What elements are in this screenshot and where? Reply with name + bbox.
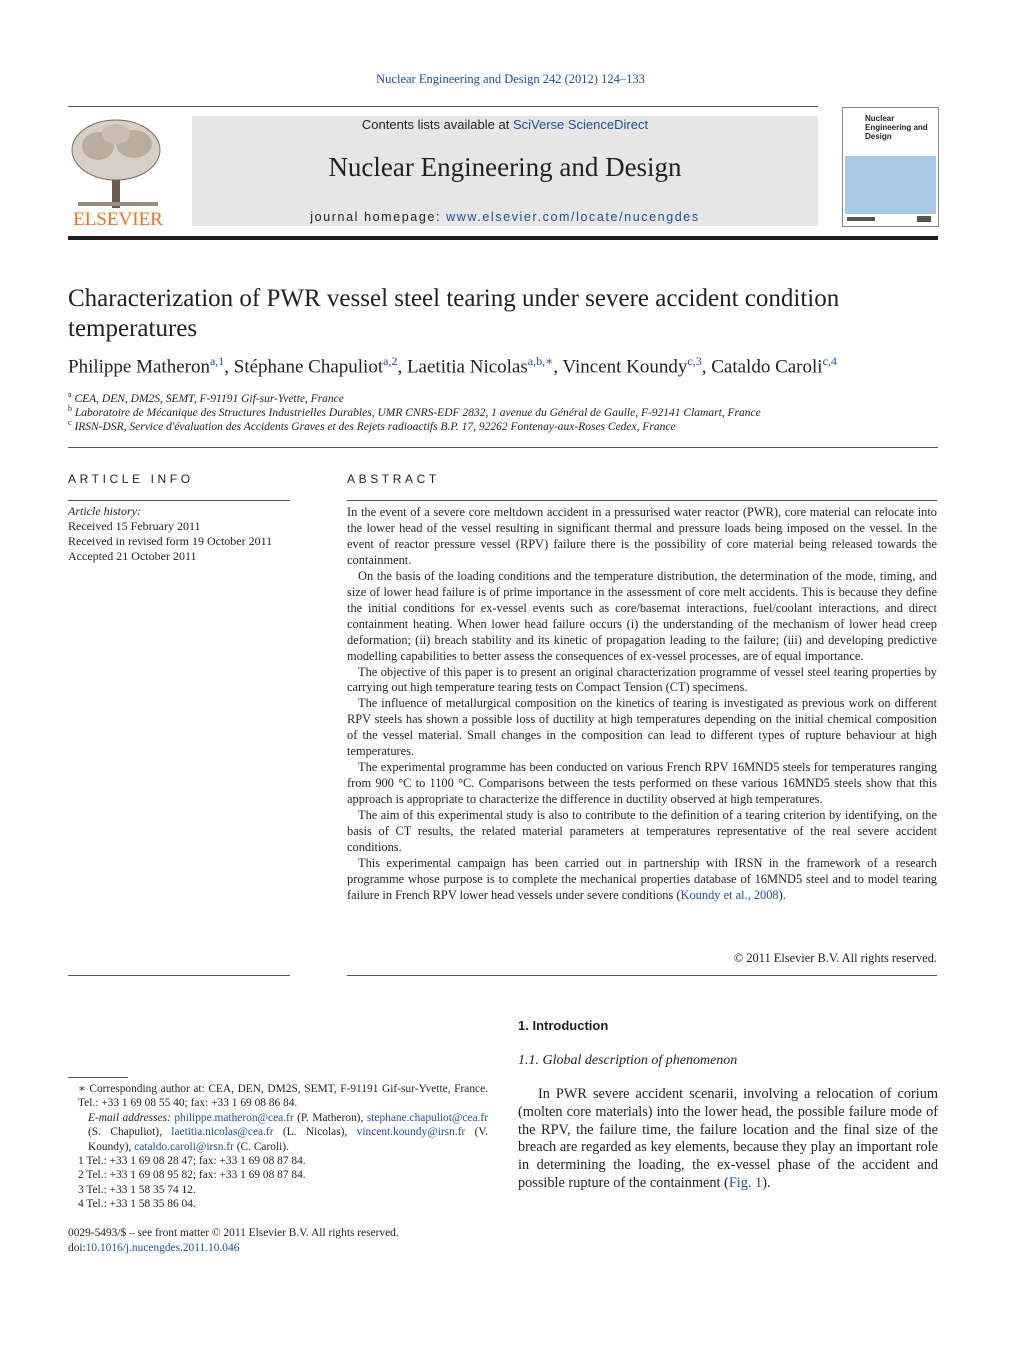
doi-prefix: doi: <box>68 1242 86 1254</box>
journal-title: Nuclear Engineering and Design <box>328 152 682 182</box>
email-owner: (C. Caroli). <box>233 1140 289 1153</box>
author-name: Cataldo Caroli <box>711 356 823 378</box>
doi-line <box>68 1241 488 1256</box>
header-rule <box>68 106 818 107</box>
front-matter-info <box>68 1226 488 1256</box>
abstract-paragraph: The influence of metallurgical composition on the kinetics of tearing is investigated as previous work on different RPV steels has shown a possible loss of ductility at high temperatures depending on the initial chemical composition of the vessel material. Small changes in the composition can lead to different types of rupture behaviour at high temperatures. <box>347 696 937 759</box>
figure-link[interactable]: Fig. 1 <box>728 1174 763 1191</box>
issn-line: 0029-5493/$ – see front matter © 2011 Elsevier B.V. All rights reserved. <box>68 1227 399 1239</box>
cover-title: Nuclear Engineering and Design <box>865 114 928 141</box>
footnotes <box>68 1082 488 1212</box>
affiliation-text: Laboratoire de Mécanique des Structures Industrielles Durables, UMR CNRS-EDF 2832, 1 avenue du Général de Gaulle, F-92141 Clamart, France <box>74 406 761 419</box>
abstract-paragraph: On the basis of the loading conditions and the temperature distribution, the determination of the mode, timing, and size of lower head failure is of prime importance in the assessment of core melt accidents. This is because they define the initial conditions for ex-vessel events such as core/basemat interactions, fuel/coolant interactions, and direct containment heating. When lower head failure occurs (i) the understanding of the mechanism of lower head creep deformation; (ii) breach stability and its kinetic of propagation leading to the failure; (iii) and developing predictive modelling capabilities to better assess the consequences of ex-vessel processes, are of equal importance. <box>347 568 937 663</box>
author-list: Philippe Matheron$^{a,1}$, Stéphane Chapuliot$^{a,2}$, Laetitia Nicolas$^{a,b,∗}$, Vincent Koundy$^{c,3}$, Cataldo Caroli$^{c,4}$ <box>68 354 837 378</box>
intro-paragraph <box>518 1086 938 1193</box>
abstract-paragraph: In the event of a severe core meltdown accident in a pressurised water reactor (PWR), core material can relocate into the lower head of the vessel resulting in significant thermal and pressure loads being imposed on the vessel. In the event of reactor pressure vessel (RPV) failure there is the possibility of core material being released towards the containment. <box>347 505 937 567</box>
abstract-copyright: © 2011 Elsevier B.V. All rights reserved. <box>733 951 937 965</box>
subsection-heading: 1.1. Global description of phenomenon <box>518 1053 738 1068</box>
abstract-body <box>347 505 937 904</box>
email-owner: (V. Koundy), <box>88 1126 488 1153</box>
intro-text: ). <box>762 1174 771 1191</box>
article-info-bottom-rule <box>68 975 290 976</box>
author-affiliation-marker[interactable]: a,1 <box>209 354 225 368</box>
footnote-rule <box>68 1077 128 1078</box>
homepage-link[interactable]: www.elsevier.com/locate/nucengdes <box>446 210 700 224</box>
affiliation-marker: c <box>68 418 72 427</box>
corresponding-author-note: ∗ Corresponding author at: CEA, DEN, DM2S, SEMT, F-91191 Gif-sur-Yvette, France. Tel.: +33 1 69 08 55 40; fax: +33 1 69 08 86 84. <box>78 1083 488 1110</box>
affiliation-marker: a <box>68 390 72 399</box>
abstract-paragraph: The aim of this experimental study is also to contribute to the definition of a tearing criterion by identifying, on the basis of CT results, the related material parameters at temperatures representative of the real severe accident conditions. <box>347 808 937 855</box>
section-heading: 1. Introduction <box>518 1018 609 1033</box>
elsevier-tree-icon <box>68 116 168 228</box>
abstract-paragraph <box>347 856 937 904</box>
homepage-line <box>192 210 818 224</box>
citation-link[interactable]: Koundy et al., 2008 <box>680 887 779 902</box>
author-name: Vincent Koundy <box>562 356 688 378</box>
article-info-rule <box>68 500 290 501</box>
contents-prefix: Contents lists available at <box>361 117 513 132</box>
author-name: Philippe Matheron <box>68 356 210 378</box>
publisher-name: ELSEVIER <box>73 209 163 228</box>
abstract-paragraph: The experimental programme has been conducted on various French RPV 16MND5 steels for temperatures ranging from 900 °C to 1100 °C. Comparisons between the tests performed on these various 16MND5 steels show that this approach is appropriate to characterize the difference in ductility observed at high temperatures. <box>347 760 937 807</box>
revised-date: Received in revised form 19 October 2011 <box>68 534 273 548</box>
affiliation-c <box>68 418 948 433</box>
email-link[interactable]: stephane.chapuliot@cea.fr <box>366 1111 488 1124</box>
article-info-heading: ARTICLE INFO <box>68 472 194 486</box>
cover-footer <box>847 215 933 225</box>
abstract-text: ). <box>778 887 786 902</box>
author-affiliation-marker[interactable]: c,3 <box>687 354 702 368</box>
email-label: E-mail addresses: <box>88 1111 175 1124</box>
abstract-bottom-rule <box>347 975 937 976</box>
author-affiliation-marker[interactable]: c,4 <box>822 354 837 368</box>
affiliation-text: CEA, DEN, DM2S, SEMT, F-91191 Gif-sur-Yvette, France <box>74 392 344 405</box>
email-link[interactable]: philippe.matheron@cea.fr <box>174 1111 294 1124</box>
cover-logos-icon <box>847 215 933 223</box>
author-name: Stéphane Chapuliot <box>233 356 384 378</box>
footnote-3: 3 Tel.: +33 1 58 35 74 12. <box>78 1183 196 1196</box>
article-history <box>68 504 290 564</box>
header-thick-rule <box>68 236 938 240</box>
history-label: Article history: <box>68 504 141 518</box>
affiliation-rule <box>68 447 938 448</box>
abstract-rule <box>347 500 937 501</box>
email-link[interactable]: laetitia.nicolas@cea.fr <box>171 1126 274 1139</box>
intro-text: In PWR severe accident scenarii, involving a relocation of corium (molten core materials) into the lower head, the possible failure mode of the RPV, the failure time, the failure location and the final size of the breach are regarded as key elements, because they play an important role in determining the loading, the ex-vessel phase of the accident and possible rupture of the containment ( <box>518 1086 938 1191</box>
journal-cover-thumbnail[interactable] <box>842 107 939 227</box>
email-owner: (L. Nicolas), <box>273 1126 357 1139</box>
abstract-heading: ABSTRACT <box>347 472 440 486</box>
footnote-1: 1 Tel.: +33 1 69 08 28 47; fax: +33 1 69 08 87 84. <box>78 1155 306 1168</box>
author-name: Laetitia Nicolas <box>406 356 528 378</box>
email-owner: (P. Matheron), <box>293 1111 367 1124</box>
homepage-prefix: journal homepage: <box>310 210 447 224</box>
sciencedirect-link[interactable]: SciVerse ScienceDirect <box>512 117 649 132</box>
email-link[interactable]: vincent.koundy@irsn.fr <box>356 1126 466 1139</box>
contents-line <box>192 117 818 132</box>
email-addresses <box>68 1111 488 1154</box>
affiliation-marker: b <box>68 404 72 413</box>
footnote-4: 4 Tel.: +33 1 58 35 86 04. <box>78 1198 196 1211</box>
affiliation-b <box>68 404 948 419</box>
doi-link[interactable]: 10.1016/j.nucengdes.2011.10.046 <box>85 1242 240 1254</box>
abstract-paragraph: The objective of this paper is to present an original characterization programme of vessel steel tearing properties by carrying out high temperature tearing tests on Compact Tension (CT) specimens. <box>347 664 937 695</box>
received-date: Received 15 February 2011 <box>68 519 201 533</box>
author-affiliation-marker[interactable]: a,b,∗ <box>527 354 554 368</box>
footnote-2: 2 Tel.: +33 1 69 08 95 82; fax: +33 1 69 08 87 84. <box>78 1169 306 1182</box>
article-title: Characterization of PWR vessel steel tearing under severe accident condition temperatures <box>68 285 840 342</box>
accepted-date: Accepted 21 October 2011 <box>68 549 197 563</box>
abstract-text: This experimental campaign has been carried out in partnership with IRSN in the framework of a research programme whose purpose is to complete the mechanical properties database of 16MND5 steel and to model tearing failure in French RPV lower head vessels under severe conditions ( <box>347 855 937 902</box>
email-owner: (S. Chapuliot), <box>88 1126 172 1139</box>
journal-reference[interactable]: Nuclear Engineering and Design 242 (2012) 124–133 <box>376 72 645 86</box>
affiliation-a <box>68 390 948 405</box>
author-affiliation-marker[interactable]: a,2 <box>383 354 398 368</box>
affiliation-text: IRSN-DSR, Service d'évaluation des Accidents Graves et des Rejets radioactifs B.P. 17, 92262 Fontenay-aux-Roses Cedex, France <box>74 420 676 433</box>
elsevier-logo[interactable] <box>68 116 168 228</box>
email-link[interactable]: cataldo.caroli@irsn.fr <box>134 1140 234 1153</box>
cover-image <box>845 156 936 214</box>
